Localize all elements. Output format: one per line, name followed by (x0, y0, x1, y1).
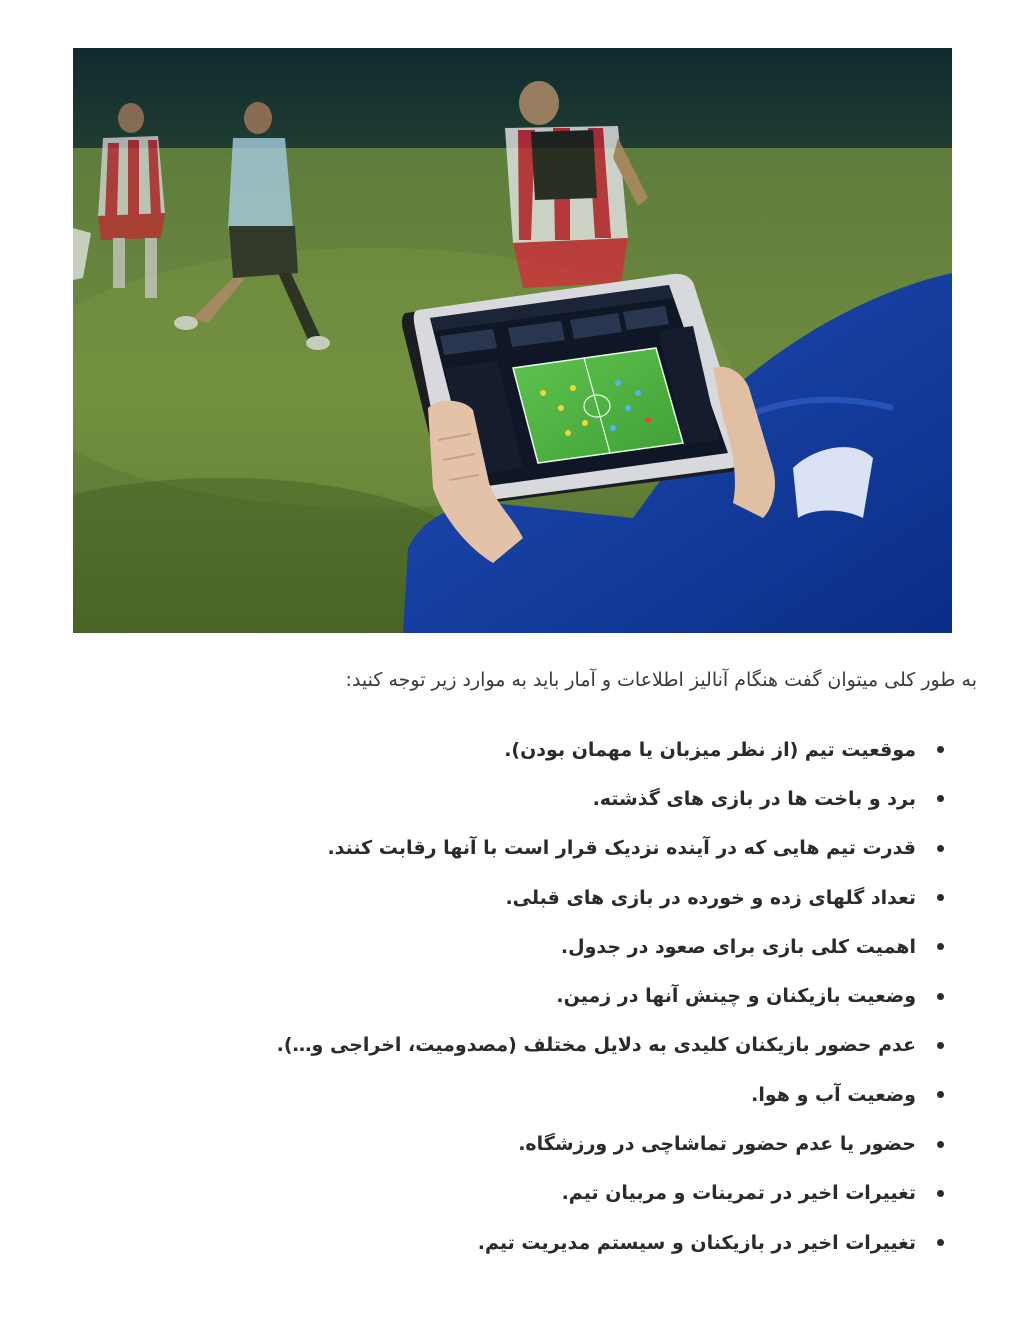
list-item-text: حضور یا عدم حضور تماشاچی در ورزشگاه. (518, 1133, 916, 1156)
bullet-icon (937, 795, 944, 802)
list-item (60, 774, 944, 823)
list-item (60, 873, 944, 922)
bullet-icon (937, 1190, 944, 1197)
list-item-text: قدرت تیم هایی که در آینده نزدیک قرار است با آنها رقابت کنند. (327, 837, 916, 860)
hero-photo (73, 48, 952, 633)
list-item-text: تغییرات اخیر در بازیکنان و سیستم مدیریت تیم. (477, 1231, 916, 1254)
bullet-icon (937, 894, 944, 901)
list-item-text: وضعیت آب و هوا. (751, 1083, 916, 1106)
bullet-icon (937, 1042, 944, 1049)
list-item-text: عدم حضور بازیکنان کلیدی به دلایل مختلف (مصدومیت، اخراجی و…). (276, 1034, 916, 1057)
list-item (60, 1218, 944, 1267)
list-item (60, 725, 944, 774)
list-item (60, 971, 944, 1020)
list-item (60, 1070, 944, 1119)
soccer-tablet-photo-icon (73, 48, 952, 633)
list-item-text: تغییرات اخیر در تمرینات و مربیان تیم. (561, 1182, 916, 1205)
bullet-icon (937, 1141, 944, 1148)
intro-paragraph: به طور کلی میتوان گفت هنگام آنالیز اطلاعات و آمار باید به موارد زیر توجه کنید: (345, 669, 977, 691)
bullet-icon (937, 1091, 944, 1098)
list-item-text: اهمیت کلی بازی برای صعود در جدول. (560, 935, 916, 958)
list-item (60, 922, 944, 971)
bullet-icon (937, 746, 944, 753)
list-item-text: تعداد گلهای زده و خورده در بازی های قبلی. (505, 886, 916, 909)
considerations-list (60, 725, 944, 1267)
list-item (60, 1169, 944, 1218)
list-item-text: برد و باخت ها در بازی های گذشته. (592, 787, 916, 810)
bullet-icon (937, 993, 944, 1000)
list-item (60, 1119, 944, 1168)
bullet-icon (937, 845, 944, 852)
list-item-text: موقعیت تیم (از نظر میزبان یا مهمان بودن). (504, 738, 916, 761)
bullet-icon (937, 943, 944, 950)
list-item (60, 1021, 944, 1070)
bullet-icon (937, 1239, 944, 1246)
list-item-text: وضعیت بازیکنان و چینش آنها در زمین. (556, 985, 916, 1008)
list-item (60, 824, 944, 873)
